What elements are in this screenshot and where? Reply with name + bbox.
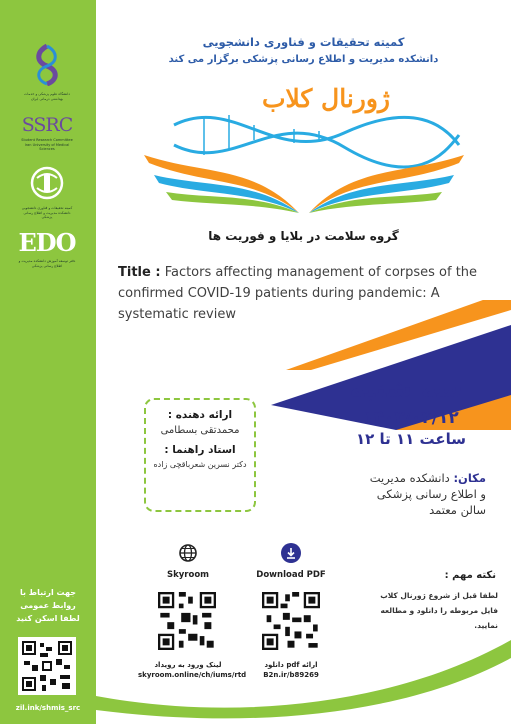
note-line-1: لطفا قبل از شروع ژورنال کلاب	[380, 591, 498, 600]
contact-url[interactable]: zil.ink/shmis_src	[15, 704, 81, 712]
open-book-illustration	[144, 95, 464, 215]
ssrc-logo-text: SSRC	[21, 114, 73, 136]
location-line-1: دانشکده مدیریت	[369, 471, 450, 485]
note-line-3: نمایید.	[474, 621, 498, 630]
note-title: نکته مهم :	[444, 570, 496, 581]
event-day: سه شنبه	[349, 374, 463, 404]
supervisor-name: دکتر نسرین شعرباقچی زاده	[153, 460, 247, 469]
ssrc-logo-caption: Student Research Committee Iran University of Medical Sciences	[21, 138, 73, 151]
presenter-box	[144, 398, 256, 512]
globe-icon[interactable]	[178, 543, 198, 563]
ssrc-logo	[18, 114, 76, 152]
event-time: ساعت ۱۱ تا ۱۲	[355, 430, 467, 448]
paper-title-label: Title :	[118, 265, 161, 280]
note-line-2: فایل مربوطه را دانلود و مطالعه	[380, 606, 498, 615]
event-date: ۱۴۰۳/۰۴/۱۲	[363, 408, 459, 428]
download-caption-title: دانلود pdf ارائه	[264, 661, 318, 669]
edo-logo-caption: دفتر توسعه آموزش دانشکده مدیریت و اطلاع رسانی پزشکی	[18, 259, 76, 268]
download-pdf-label: Download PDF	[256, 570, 326, 580]
qr-code-icon	[22, 641, 72, 691]
edo-logo-text: EDO	[18, 228, 76, 257]
organizer-line-1: کمیته تحقیقات و فناوری دانشجویی	[202, 35, 405, 49]
university-logo-icon	[30, 44, 64, 86]
skyroom-caption-title: لینک ورود به رویداد	[154, 661, 222, 669]
poster-main	[96, 0, 511, 724]
organizer-line-2: دانشکده مدیریت و اطلاع رسانی پزشکی برگزار می کند	[168, 54, 439, 65]
bottom-decorative-wave	[96, 610, 511, 724]
contact-line-1: جهت ارتباط با	[19, 588, 77, 597]
presenter-name: محمدتقی بسطامی	[160, 425, 240, 436]
location-line-2: و اطلاع رسانی پزشکی	[376, 487, 486, 501]
university-logo	[18, 44, 76, 101]
skyroom-link[interactable]: skyroom.online/ch/iums/rtd	[138, 671, 247, 679]
contact-instructions	[4, 586, 92, 625]
left-sidebar	[0, 0, 96, 724]
group-name: گروه سلامت در بلایا و فوریت ها	[208, 229, 399, 243]
paper-title-text: Factors affecting management of corpses of the confirmed COVID-19 patients during pandemic: A systematic review	[118, 265, 478, 322]
contact-line-2: روابط عمومی	[20, 601, 76, 610]
presenter-label: ارائه دهنده :	[167, 409, 233, 421]
research-committee-logo	[18, 166, 76, 220]
journal-club-title: ژورنال کلاب	[261, 84, 390, 113]
skyroom-label: Skyroom	[166, 570, 210, 580]
location-line-3: سالن معتمد	[429, 503, 486, 517]
location-label: مکان:	[453, 471, 486, 485]
university-logo-caption: دانشگاه علوم پزشکی و خدمات بهداشتی درمانی ایران	[24, 92, 70, 101]
download-icon[interactable]	[281, 543, 301, 563]
supervisor-label: استاد راهنما :	[164, 444, 236, 456]
contact-line-3: لطفا اسکن کنید	[16, 614, 80, 623]
event-location	[316, 470, 486, 518]
edo-logo	[18, 228, 76, 268]
download-link[interactable]: B2n.ir/b89269	[263, 671, 319, 679]
committee-logo-caption: کمیته تحقیقات و فناوری دانشجویی دانشکده مدیریت و اطلاع رسانی پزشکی	[21, 206, 73, 219]
committee-emblem-icon	[27, 166, 67, 200]
contact-qr-code[interactable]	[18, 637, 76, 695]
